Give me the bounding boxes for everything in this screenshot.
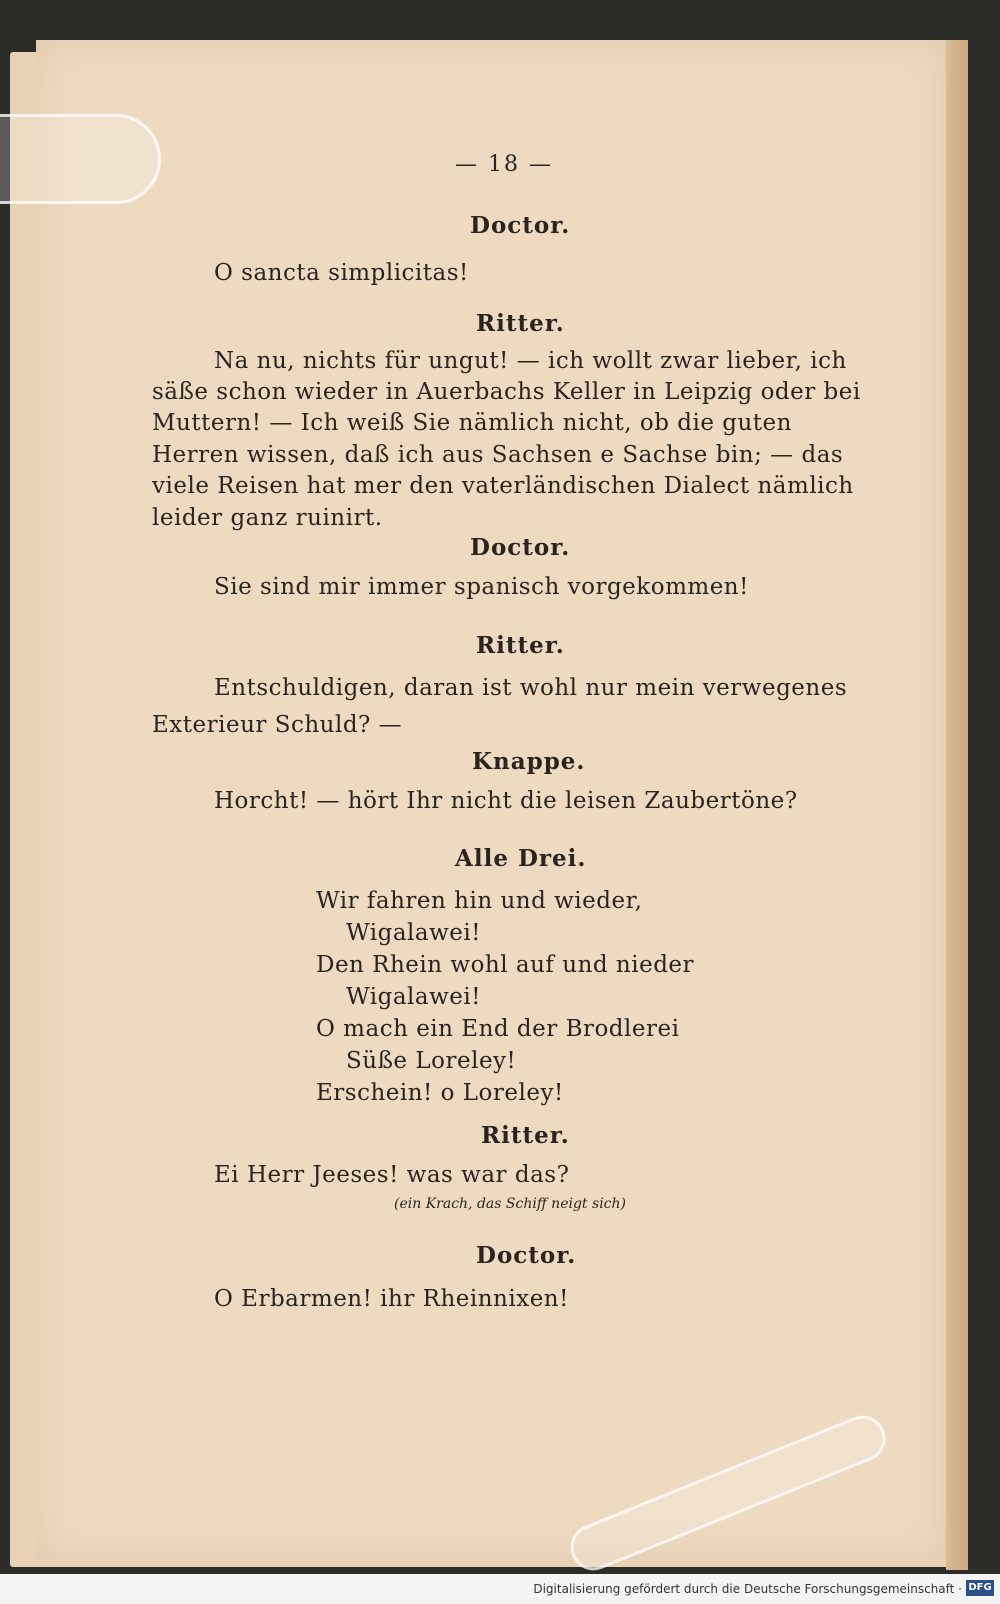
dialogue-line: O Erbarmen! ihr Rheinnixen! <box>214 1286 569 1312</box>
speaker-label: Ritter. <box>476 310 565 337</box>
page-number: — 18 — <box>455 152 553 177</box>
verse-line: Wigalawei! <box>346 920 481 946</box>
page-edge <box>946 40 968 1570</box>
speaker-label: Ritter. <box>481 1122 570 1149</box>
dialogue-line: Herren wissen, daß ich aus Sachsen e Sachse bin; — das <box>152 442 844 468</box>
dialogue-line: säße schon wieder in Auerbachs Keller in Leipzig oder bei <box>152 379 861 405</box>
dfg-logo-icon: DFG <box>966 1580 994 1596</box>
dialogue-line: Ei Herr Jeeses! was war das? <box>214 1162 570 1188</box>
speaker-label: Doctor. <box>470 212 571 239</box>
speaker-label: Doctor. <box>470 534 571 561</box>
dialogue-line: Exterieur Schuld? — <box>152 712 403 738</box>
verse-line: O mach ein End der Brodlerei <box>316 1016 680 1042</box>
footer-credit: Digitalisierung gefördert durch die Deutsche Forschungsgemeinschaft · <box>533 1582 962 1596</box>
verse-line: Süße Loreley! <box>346 1048 517 1074</box>
speaker-label: Knappe. <box>472 748 586 775</box>
dialogue-line: Muttern! — Ich weiß Sie nämlich nicht, ob die guten <box>152 410 792 436</box>
verse-line: Wir fahren hin und wieder, <box>316 888 643 914</box>
verse-line: Wigalawei! <box>346 984 481 1010</box>
dialogue-line: Na nu, nichts für ungut! — ich wollt zwar lieber, ich <box>214 348 847 374</box>
dialogue-line: viele Reisen hat mer den vaterländischen Dialect nämlich <box>152 473 854 499</box>
dialogue-line: O sancta simplicitas! <box>214 260 469 286</box>
verse-line: Erschein! o Loreley! <box>316 1080 564 1106</box>
dialogue-line: Sie sind mir immer spanisch vorgekommen! <box>214 574 749 600</box>
dialogue-line: Entschuldigen, daran ist wohl nur mein verwegenes <box>214 675 848 701</box>
dialogue-line: Horcht! — hört Ihr nicht die leisen Zaubertöne? <box>214 788 798 814</box>
stage-direction: (ein Krach, das Schiff neigt sich) <box>394 1196 626 1212</box>
speaker-label: Alle Drei. <box>455 845 587 872</box>
speaker-label: Doctor. <box>476 1242 577 1269</box>
verse-line: Den Rhein wohl auf und nieder <box>316 952 695 978</box>
speaker-label: Ritter. <box>476 632 565 659</box>
dialogue-line: leider ganz ruinirt. <box>152 505 383 531</box>
page-clip-icon <box>0 114 161 204</box>
